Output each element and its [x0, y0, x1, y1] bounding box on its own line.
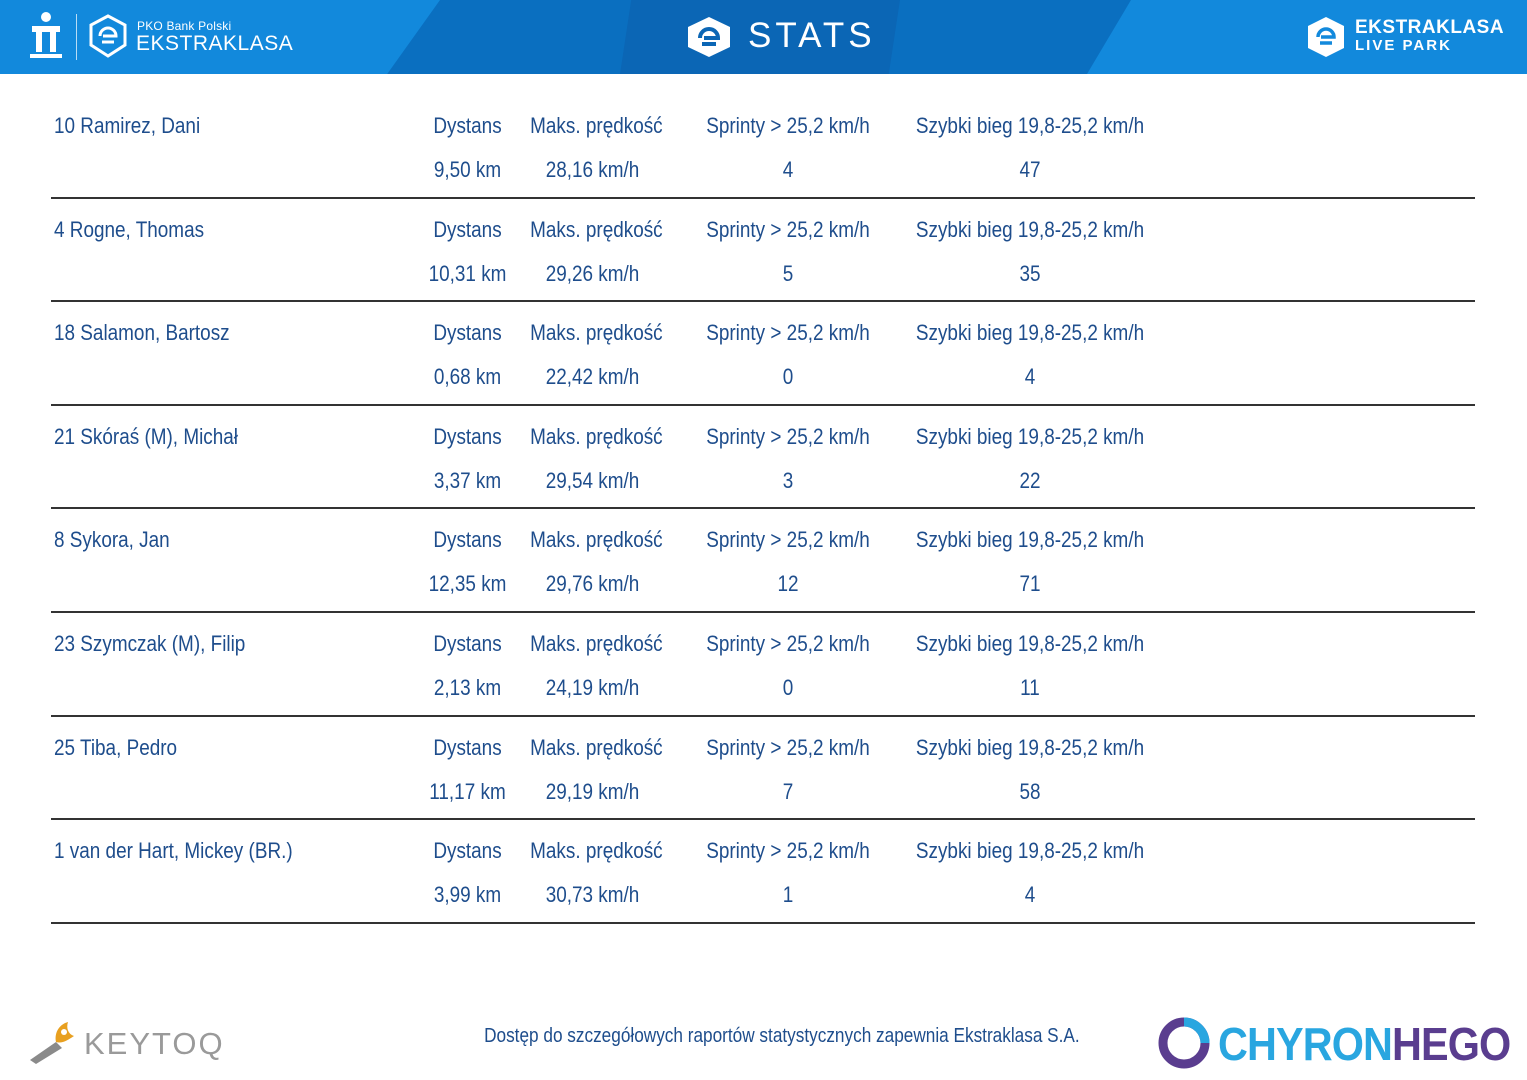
distance-value: 0,68 km [433, 364, 502, 390]
hego-wordmark: HEGO [1392, 1018, 1511, 1070]
header-divider [76, 14, 77, 60]
sprints-value: 4 [782, 157, 794, 182]
distance-value: 12,35 km [428, 571, 507, 597]
player-name: 1 van der Hart, Mickey (BR.) [54, 838, 293, 864]
sprints-value: 12 [777, 571, 799, 597]
fast-runs-label: Szybki bieg 19,8-25,2 km/h [915, 113, 1145, 138]
fast-runs-label: Szybki bieg 19,8-25,2 km/h [915, 630, 1145, 656]
sprints-label: Sprinty > 25,2 km/h [706, 838, 870, 864]
player-name: 23 Szymczak (M), Filip [54, 630, 246, 656]
brand-big-text: EKSTRAKLASA [136, 32, 294, 55]
fast-runs-value: 4 [1024, 364, 1036, 390]
fast-runs-label: Szybki bieg 19,8-25,2 km/h [915, 216, 1145, 242]
live-park-title: EKSTRAKLASA [1355, 17, 1505, 38]
max-speed-label: Maks. prędkość [530, 216, 663, 242]
player-row [0, 717, 1527, 821]
fast-runs-label: Szybki bieg 19,8-25,2 km/h [915, 734, 1145, 760]
keytoq-logo-text: KEYTOQ [84, 1026, 225, 1061]
distance-value: 9,50 km [433, 157, 502, 182]
max-speed-value: 29,54 km/h [545, 467, 640, 493]
fast-runs-value: 11 [1020, 674, 1040, 700]
max-speed-label: Maks. prędkość [530, 113, 663, 138]
max-speed-label: Maks. prędkość [530, 423, 663, 449]
player-name: 4 Rogne, Thomas [54, 216, 205, 242]
player-stats-list [0, 95, 1527, 924]
fast-runs-value: 22 [1019, 467, 1041, 493]
chyron-wordmark: CHYRON [1218, 1018, 1393, 1070]
chyronhego-logo-icon [1156, 1016, 1212, 1070]
max-speed-label: Maks. prędkość [530, 527, 663, 553]
sprints-label: Sprinty > 25,2 km/h [706, 527, 870, 553]
row-divider [51, 922, 1475, 924]
distance-label: Dystans [433, 423, 502, 449]
player-name: 21 Skóraś (M), Michał [54, 423, 238, 449]
max-speed-value: 28,16 km/h [545, 157, 640, 182]
sprints-label: Sprinty > 25,2 km/h [706, 113, 870, 138]
pko-bank-logo-icon [26, 10, 66, 60]
max-speed-value: 29,19 km/h [545, 778, 640, 804]
player-name: 10 Ramirez, Dani [54, 113, 201, 138]
ekstraklasa-badge-icon [88, 14, 128, 58]
fast-runs-value: 4 [1024, 882, 1036, 908]
player-row [0, 302, 1527, 406]
sprints-label: Sprinty > 25,2 km/h [706, 630, 870, 656]
player-row [0, 509, 1527, 613]
player-name: 8 Sykora, Jan [54, 527, 170, 553]
sprints-value: 0 [782, 364, 794, 390]
max-speed-value: 30,73 km/h [545, 882, 640, 908]
live-park-subtitle: LIVE PARK [1355, 37, 1452, 54]
footer-note: Dostęp do szczegółowych raportów statystycznych zapewnia Ekstraklasa S.A. [484, 1025, 1080, 1047]
distance-label: Dystans [433, 838, 502, 864]
max-speed-label: Maks. prędkość [530, 838, 663, 864]
distance-value: 3,37 km [433, 467, 502, 493]
page-title: STATS [748, 16, 876, 55]
distance-value: 2,13 km [433, 674, 502, 700]
fast-runs-label: Szybki bieg 19,8-25,2 km/h [915, 423, 1145, 449]
fast-runs-label: Szybki bieg 19,8-25,2 km/h [915, 838, 1145, 864]
sprints-value: 0 [782, 674, 794, 700]
fast-runs-value: 47 [1019, 157, 1041, 182]
max-speed-value: 29,26 km/h [545, 260, 640, 286]
sprints-label: Sprinty > 25,2 km/h [706, 423, 870, 449]
player-name: 25 Tiba, Pedro [54, 734, 178, 760]
fast-runs-value: 58 [1019, 778, 1041, 804]
sprints-value: 3 [782, 467, 794, 493]
fast-runs-value: 71 [1019, 571, 1041, 597]
max-speed-label: Maks. prędkość [530, 734, 663, 760]
keytoq-logo-icon [26, 1016, 78, 1066]
sprints-label: Sprinty > 25,2 km/h [706, 320, 870, 346]
player-name: 18 Salamon, Bartosz [54, 320, 230, 346]
sprints-value: 5 [782, 260, 794, 286]
max-speed-value: 22,42 km/h [545, 364, 640, 390]
distance-label: Dystans [433, 734, 502, 760]
chyronhego-logo-text [1218, 1017, 1510, 1071]
player-row [0, 406, 1527, 510]
distance-label: Dystans [433, 630, 502, 656]
fast-runs-label: Szybki bieg 19,8-25,2 km/h [915, 527, 1145, 553]
fast-runs-label: Szybki bieg 19,8-25,2 km/h [915, 320, 1145, 346]
max-speed-label: Maks. prędkość [530, 320, 663, 346]
distance-label: Dystans [433, 216, 502, 242]
distance-value: 3,99 km [433, 882, 502, 908]
distance-value: 11,17 km [429, 778, 506, 804]
sprints-label: Sprinty > 25,2 km/h [706, 216, 870, 242]
distance-label: Dystans [433, 113, 502, 138]
player-row [0, 820, 1527, 924]
header-bar [0, 0, 1527, 74]
ekstraklasa-e-icon [686, 16, 732, 58]
distance-label: Dystans [433, 527, 502, 553]
distance-value: 10,31 km [428, 260, 507, 286]
max-speed-label: Maks. prędkość [530, 630, 663, 656]
player-row [0, 613, 1527, 717]
sprints-value: 7 [782, 778, 794, 804]
max-speed-value: 24,19 km/h [545, 674, 640, 700]
player-row [0, 199, 1527, 303]
max-speed-value: 29,76 km/h [545, 571, 640, 597]
sprints-value: 1 [782, 882, 794, 908]
fast-runs-value: 35 [1019, 260, 1041, 286]
sprints-label: Sprinty > 25,2 km/h [706, 734, 870, 760]
distance-label: Dystans [433, 320, 502, 346]
player-row [0, 95, 1527, 199]
live-park-e-icon [1306, 16, 1346, 58]
brand-small-text: PKO Bank Polski [137, 19, 232, 33]
